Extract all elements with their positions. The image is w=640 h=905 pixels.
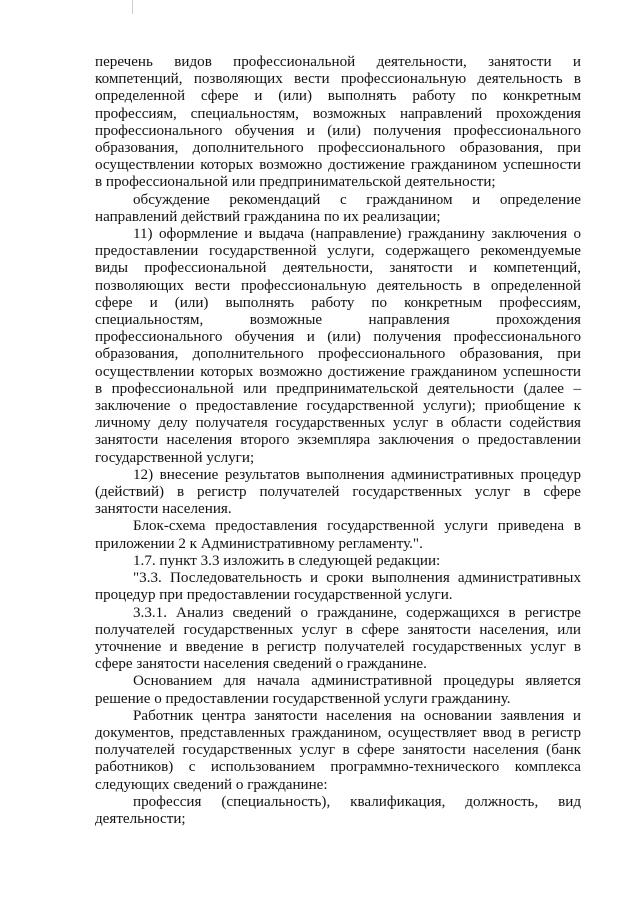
document-page <box>95 54 581 828</box>
paragraph-profession: профессия (специальность), квалификация, должность, вид деятельности; <box>95 793 581 827</box>
paragraph-1-7: 1.7. пункт 3.3 изложить в следующей редакции: <box>133 552 441 569</box>
paragraph-3-3-heading: "3.3. Последовательность и сроки выполнения административных процедур при предоставлении государственной услуги. <box>95 570 581 604</box>
paragraph-basis: Основанием для начала административной процедуры является решение о предоставлении государственной услуги гражданину. <box>95 673 581 707</box>
paragraph-item-12: 12) внесение результатов выполнения административных процедур (действий) в регистр получателей государственных услуг в сфере занятости населения. <box>95 466 581 518</box>
paragraph-recommendations-discussion: обсуждение рекомендаций с гражданином и определение направлений действий гражданина по их реализации; <box>95 191 581 225</box>
paragraph-3-3-1: 3.3.1. Анализ сведений о гражданине, содержащихся в регистре получателей государственных услуг в сфере занятости населения, или уточнение и введение в регистр получателей государственных услуг в сфере занятости населения сведений о гражданине. <box>95 604 581 673</box>
paragraph-competency-list: перечень видов профессиональной деятельности, занятости и компетенций, позволяющих вести профессиональную деятельность в определенной сфере и (или) выполнять работу по конкретным профессиям, специальностям, возможных направлений прохождения профессионального обучения и (или) получения профессионального образования, дополнительного профессионального образования, при осуществлении которых возможно достижение гражданином успешности в профессиональной или предпринимательской деятельности; <box>95 54 581 191</box>
scan-artifact-line <box>132 0 133 14</box>
paragraph-employee-input: Работник центра занятости населения на основании заявления и документов, представленных гражданином, осуществляет ввод в регистр получателей государственных услуг в сфере занятости населения (банк работников) с использованием программно-технического комплекса следующих сведений о гражданине: <box>95 707 581 793</box>
paragraph-item-11: 11) оформление и выдача (направление) гражданину заключения о предоставлении государственной услуги, содержащего рекомендуемые виды профессиональной деятельности, занятости и компетенций, позволяющих вести профессиональную деятельность в определенной сфере и (или) выполнять работу по конкретным профессиям, специальностям, возможные направления прохождения профессионального обучения и (или) получения профессионального образования, дополнительного профессионального образования, при осуществлении которых возможно достижение гражданином успешности в профессиональной или предпринимательской деятельности (далее – заключение о предоставление государственной услуги); приобщение к личному делу получателя государственных услуг в области содействия занятости населения второго экземпляра заключения о предоставлении государственной услуги; <box>95 226 581 466</box>
paragraph-block-diagram: Блок-схема предоставления государственной услуги приведена в приложении 2 к Административному регламенту.". <box>95 518 581 552</box>
